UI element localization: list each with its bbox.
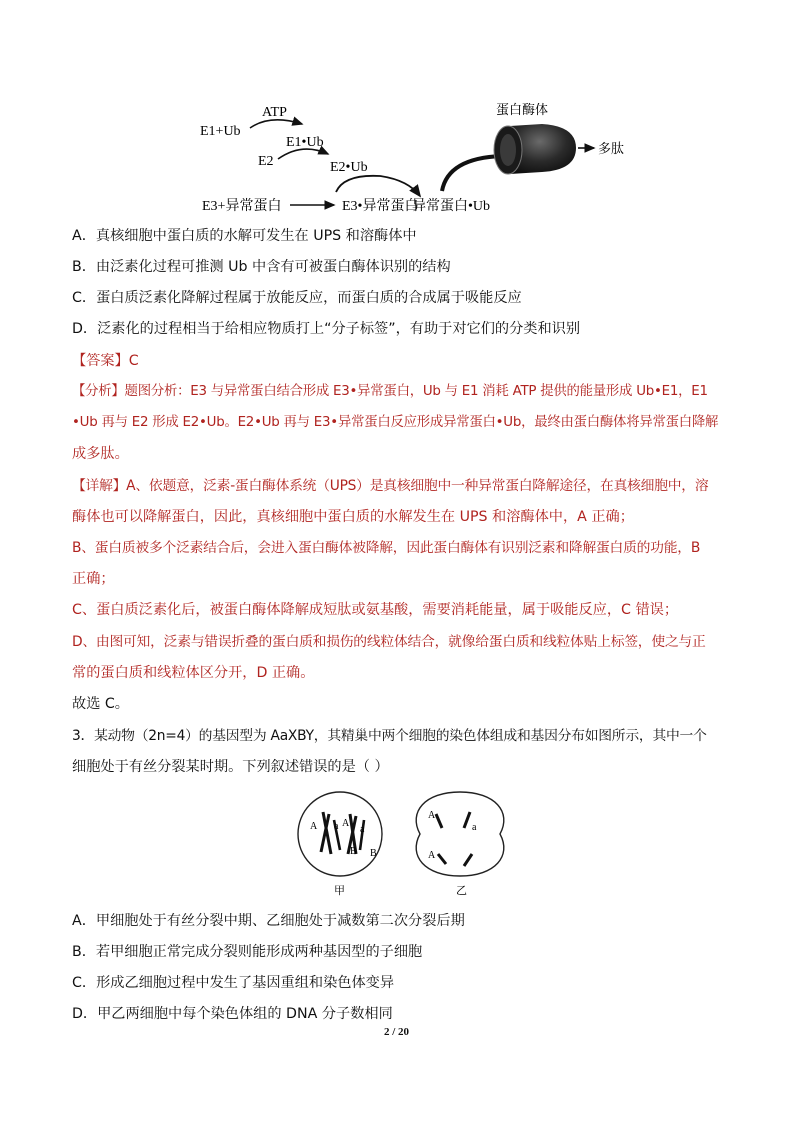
- gene-label-A: A: [310, 821, 318, 832]
- e2-dot-ub-label: E2•Ub: [330, 160, 368, 175]
- q3-option-a: A．甲细胞处于有丝分裂中期、乙细胞处于减数第二次分裂后期: [72, 913, 465, 929]
- q2-option-d: D．泛素化的过程相当于给相应物质打上“分子标签”，有助于对它们的分类和识别: [72, 321, 581, 337]
- abnormal-dot-ub-label: 异常蛋白•Ub: [412, 199, 491, 214]
- gene-label-A: A: [428, 850, 436, 861]
- analysis-line-1: 【分析】题图分析：E3 与异常蛋白结合形成 E3•异常蛋白，Ub 与 E1 消耗 ATP 提供的能量形成 Ub•E1，E1: [72, 384, 708, 399]
- atp-label: ATP: [262, 105, 287, 120]
- cell-yi-label: 乙: [456, 884, 467, 897]
- proteasome-icon: [494, 124, 576, 174]
- cell-jia-label: 甲: [334, 884, 345, 897]
- analysis-line-3: 成多肽。: [72, 446, 129, 462]
- atp-arrow: [250, 120, 302, 128]
- e2ub-arrow: [336, 176, 420, 196]
- q3-stem-line-1: 3．某动物（2n=4）的基因型为 AaXBY，其精巢中两个细胞的染色体组成和基因分布如图所示，其中一个: [72, 728, 707, 744]
- e1-dot-ub-label: E1•Ub: [286, 135, 324, 150]
- detail-line-5: C、蛋白质泛素化后，被蛋白酶体降解成短肽或氨基酸，需要消耗能量，属于吸能反应，C 错误；: [72, 602, 679, 618]
- polypeptide-label: 多肽: [598, 142, 625, 157]
- detail-line-2: 酶体也可以降解蛋白，因此，真核细胞中蛋白质的水解发生在 UPS 和溶酶体中，A 正确；: [72, 509, 634, 525]
- detail-line-3: B、蛋白质被多个泛素结合后，会进入蛋白酶体被降解，因此蛋白酶体有识别泛素和降解蛋白质的功能，B: [72, 540, 701, 556]
- gene-label-A: A: [342, 818, 350, 829]
- cell-figure: [290, 784, 510, 900]
- analysis-line-2: •Ub 再与 E2 形成 E2•Ub。E2•Ub 再与 E3•异常蛋白反应形成异常蛋白•Ub，最终由蛋白酶体将异常蛋白降解: [72, 415, 719, 430]
- detail-line-4: 正确；: [72, 571, 115, 587]
- gene-label-a: a: [334, 821, 339, 832]
- ups-pathway-figure: [190, 96, 650, 220]
- proteasome-entry-line: [442, 156, 502, 191]
- gene-label-A: A: [428, 810, 436, 821]
- gene-label-B: B: [370, 848, 377, 859]
- cell-jia: [298, 792, 382, 876]
- q2-option-c: C．蛋白质泛素化降解过程属于放能反应，而蛋白质的合成属于吸能反应: [72, 290, 522, 306]
- choose-line: 故选 C。: [72, 696, 129, 712]
- q3-option-b: B．若甲细胞正常完成分裂则能形成两种基因型的子细胞: [72, 944, 423, 960]
- e2-label: E2: [258, 154, 274, 169]
- q2-option-a: A．真核细胞中蛋白质的水解可发生在 UPS 和溶酶体中: [72, 228, 417, 244]
- e3-abnormal-label: E3+异常蛋白: [202, 199, 282, 214]
- q3-stem-line-2: 细胞处于有丝分裂某时期。下列叙述错误的是（ ）: [72, 759, 389, 775]
- cell-yi: [416, 792, 504, 876]
- e1-ub-label: E1+Ub: [200, 124, 241, 139]
- q2-option-b: B．由泛素化过程可推测 Ub 中含有可被蛋白酶体识别的结构: [72, 259, 451, 275]
- gene-label-a: a: [360, 824, 365, 835]
- gene-label-B: B: [350, 846, 357, 857]
- e3-dot-abnormal-label: E3•异常蛋白: [342, 199, 419, 214]
- q3-option-d: D．甲乙两细胞中每个染色体组的 DNA 分子数相同: [72, 1006, 393, 1022]
- gene-label-a: a: [472, 822, 477, 833]
- answer: 【答案】C: [72, 353, 139, 369]
- q3-option-c: C．形成乙细胞过程中发生了基因重组和染色体变异: [72, 975, 395, 991]
- detail-line-7: 常的蛋白质和线粒体区分开，D 正确。: [72, 665, 315, 681]
- detail-line-6: D、由图可知，泛素与错误折叠的蛋白质和损伤的线粒体结合，就像给蛋白质和线粒体贴上标签，使之与正: [72, 634, 706, 650]
- e2-arrow: [278, 149, 328, 159]
- detail-line-1: 【详解】A、依题意，泛素-蛋白酶体系统（UPS）是真核细胞中一种异常蛋白降解途径，在真核细胞中，溶: [72, 478, 709, 494]
- proteasome-label: 蛋白酶体: [496, 103, 549, 118]
- page-number: 2 / 20: [383, 1026, 410, 1038]
